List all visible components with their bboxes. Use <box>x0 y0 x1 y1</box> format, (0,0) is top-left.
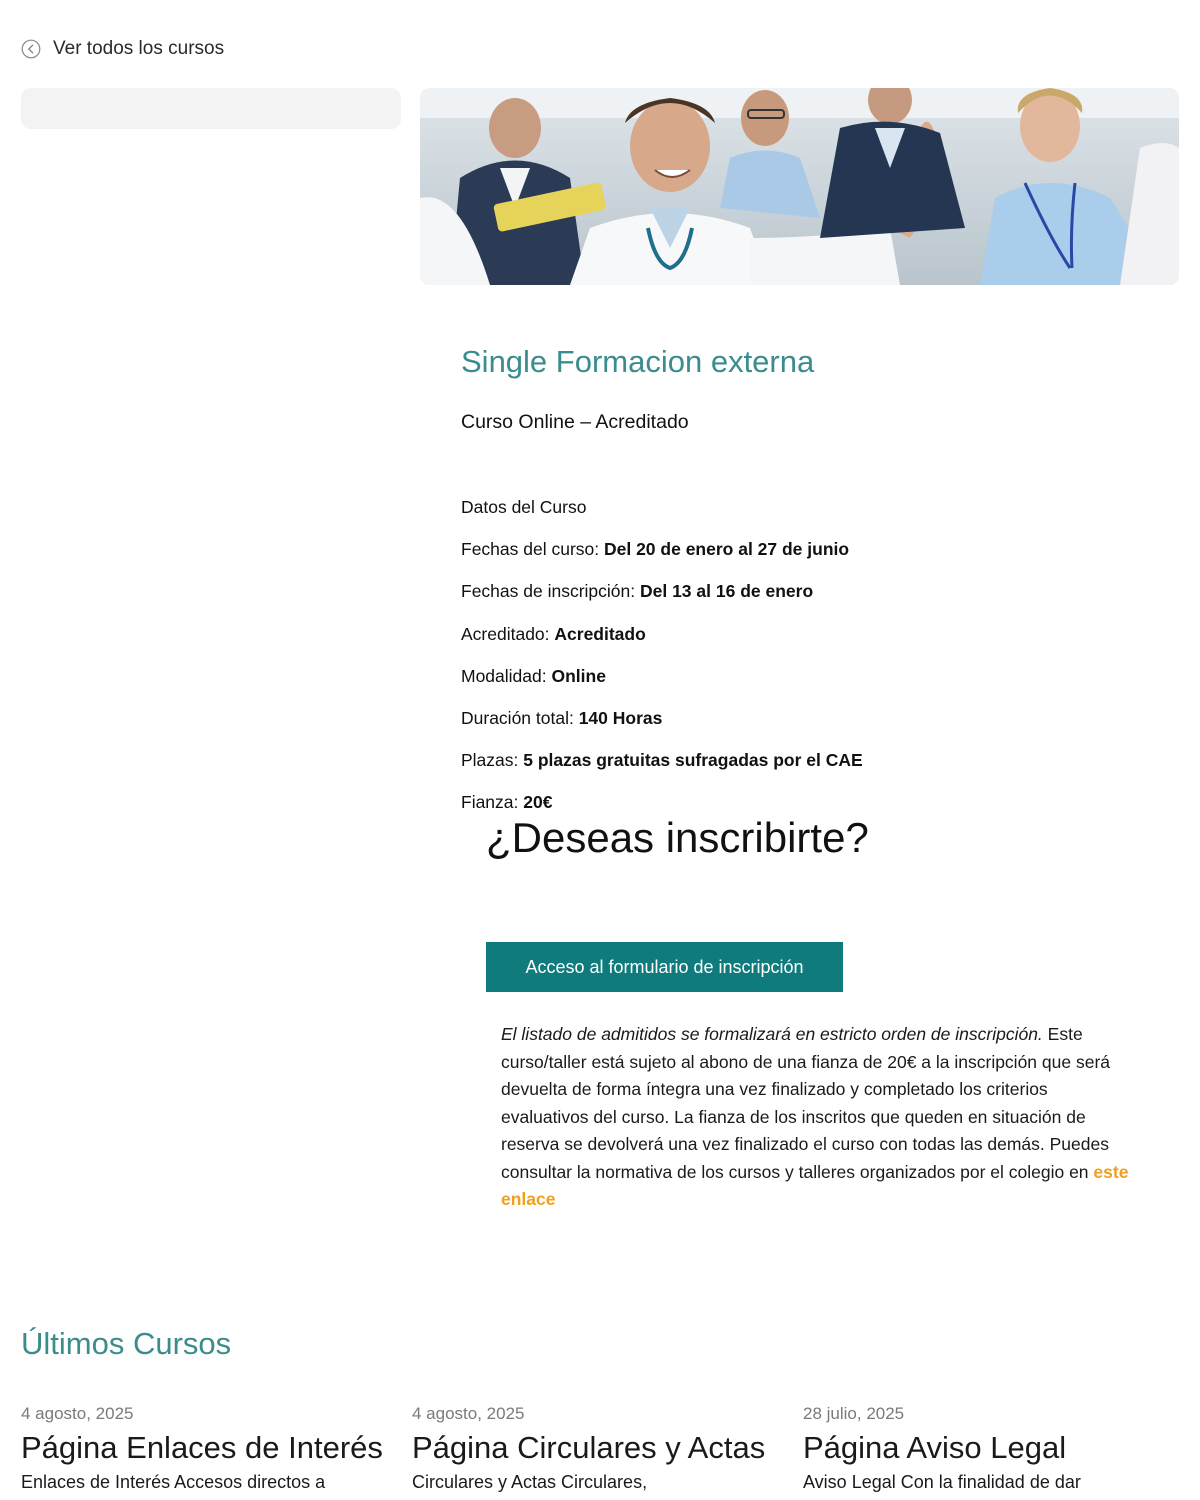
detail-value: Acreditado <box>554 623 646 644</box>
post-title[interactable]: Página Aviso Legal <box>803 1430 1067 1465</box>
post-excerpt: Circulares y Actas Circulares, <box>412 1472 648 1492</box>
regulations-link[interactable]: este enlace <box>501 1161 1129 1209</box>
detail-value: Del 13 al 16 de enero <box>639 581 814 602</box>
detail-value: 140 Horas <box>578 707 663 728</box>
post-card[interactable] <box>412 1404 792 1493</box>
post-date: 28 julio, 2025 <box>803 1404 905 1423</box>
post-title[interactable]: Página Enlaces de Interés <box>21 1430 383 1465</box>
course-title: Single Formacion externa <box>461 344 815 379</box>
hero-image <box>420 88 1179 285</box>
detail-value: 5 plazas gratuitas sufragadas por el CAE <box>523 750 863 771</box>
detail-label: Acreditado: <box>461 623 555 644</box>
post-excerpt: Enlaces de Interés Accesos directos a <box>21 1472 326 1492</box>
detail-registration-dates <box>461 578 1161 620</box>
detail-course-dates <box>461 536 1161 578</box>
detail-accredited <box>461 621 1161 663</box>
detail-modality <box>461 663 1161 705</box>
detail-label: Fechas de inscripción: <box>461 581 640 602</box>
detail-label: Fechas del curso: <box>461 539 604 560</box>
chevron-left-circle-icon <box>21 39 41 59</box>
back-to-courses-link[interactable] <box>21 38 224 60</box>
details-heading: Datos del Curso <box>461 497 587 517</box>
post-card[interactable] <box>21 1404 401 1493</box>
detail-value: Online <box>551 665 606 686</box>
sidebar-placeholder <box>21 88 401 129</box>
detail-value: 20€ <box>523 792 553 813</box>
note-italic: El listado de admitidos se formalizará en estricto orden de inscripción. <box>501 1024 1043 1044</box>
course-subtitle: Curso Online – Acreditado <box>461 411 689 433</box>
post-date: 4 agosto, 2025 <box>21 1404 134 1423</box>
post-date: 4 agosto, 2025 <box>412 1404 525 1423</box>
detail-label: Modalidad: <box>461 665 552 686</box>
cta-heading: ¿Deseas inscribirte? <box>486 814 869 861</box>
detail-duration <box>461 705 1161 747</box>
post-title[interactable]: Página Circulares y Actas <box>412 1430 766 1465</box>
latest-courses-title: Últimos Cursos <box>21 1326 232 1361</box>
registration-note <box>501 1021 1131 1214</box>
note-body: Este curso/taller está sujeto al abono de una fianza de 20€ a la inscripción que será devuelta de forma íntegra una vez finalizado y completado los criterios evaluativos del curso. La fianza de los inscritos que queden en situación de reserva se devolverá una vez finalizado el curso con todas las demás. Puedes consultar la normativa de los cursos y talleres organizados por el colegio en <box>501 1024 1111 1182</box>
detail-label: Plazas: <box>461 750 524 771</box>
back-link-label: Ver todos los cursos <box>53 38 225 59</box>
registration-form-button[interactable]: Acceso al formulario de inscripción <box>486 942 843 992</box>
course-details <box>461 494 1161 832</box>
detail-value: Del 20 de enero al 27 de junio <box>603 539 850 560</box>
detail-label: Duración total: <box>461 707 579 728</box>
post-excerpt: Aviso Legal Con la finalidad de dar <box>803 1472 1081 1492</box>
detail-label: Fianza: <box>461 792 524 813</box>
post-card[interactable] <box>803 1404 1183 1493</box>
detail-places <box>461 747 1161 789</box>
